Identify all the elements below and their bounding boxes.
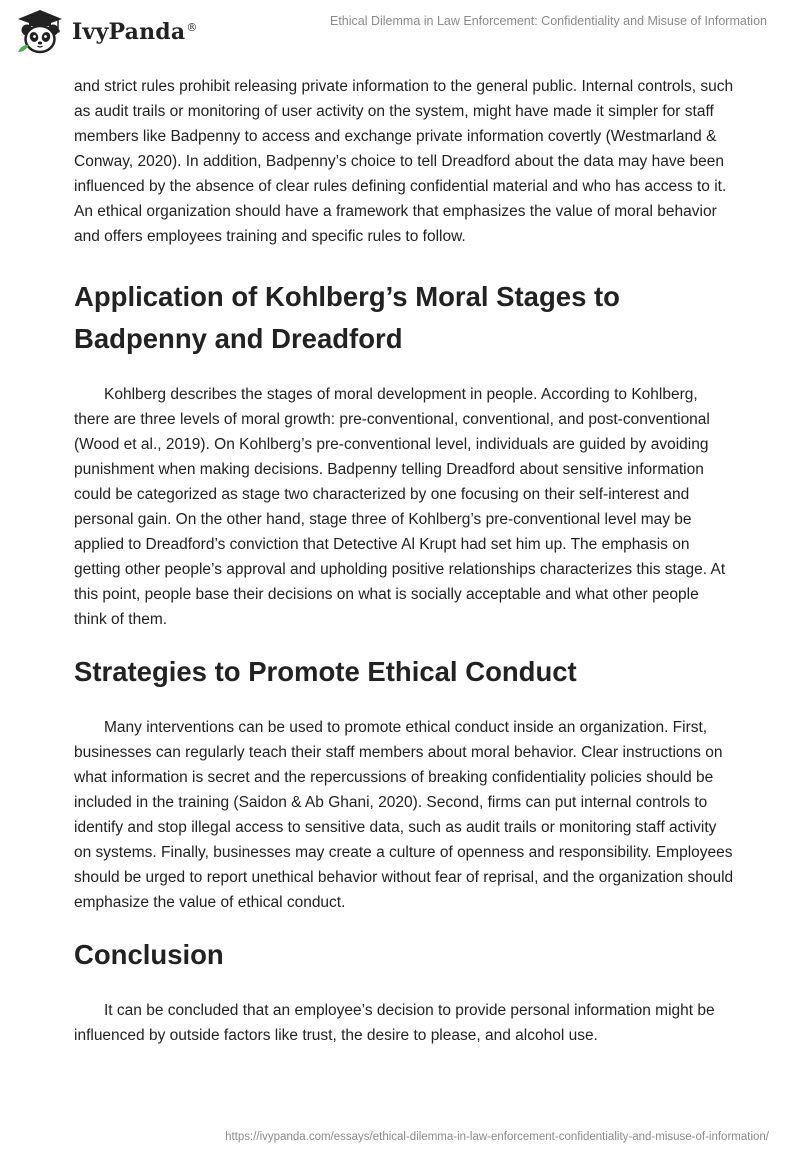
intro-paragraph: and strict rules prohibit releasing private information to the general public. Internal controls, such as audit trails or monitoring of user activity on the system, might have made it simpler for staff members like Badpenny to access and exchange private information covertly (Westmarland & Conway, 2020). In addition, Badpenny’s choice to tell Dreadford about the data may have been influenced by the absence of clear rules defining confidential material and who has access to it. An ethical organization should have a framework that emphasizes the value of moral behavior and offers employees training and specific rules to follow. [74,78,734,245]
section-heading-conclusion: Conclusion [74,939,224,970]
section-paragraph-conclusion: It can be concluded that an employee’s decision to provide personal information might be influenced by outside factors like trust, the desire to please, and alcohol use. [74,1002,715,1044]
section-paragraph-strategies: Many interventions can be used to promote ethical conduct inside an organization. First, businesses can regularly teach their staff members about moral behavior. Clear instructions on what information is secret and the repercussions of breaking confidentiality policies should be included in the training (Saidon & Ab Ghani, 2020). Second, firms can put internal controls to identify and stop illegal access to sensitive data, such as audit trails or monitoring staff activity on systems. Finally, businesses may create a culture of openness and responsibility. Employees should be urged to report unethical behavior without fear of reprisal, and the organization should emphasize the value of ethical conduct. [74,719,734,911]
registered-mark: ® [186,20,198,34]
footer-source-url[interactable]: https://ivypanda.com/essays/ethical-dilemma-in-law-enforcement-confidentiality-and-misuse-of-information/ [225,1131,769,1143]
section-heading-strategies: Strategies to Promote Ethical Conduct [74,656,577,687]
logo-wordmark [72,19,198,45]
section-paragraph-kohlberg: Kohlberg describes the stages of moral development in people. According to Kohlberg, there are three levels of moral growth: pre-conventional, conventional, and post-conventional (Wood et al., 2019). On Kohlberg’s pre-conventional level, individuals are guided by avoiding punishment when making decisions. Badpenny telling Dreadford about sensitive information could be categorized as stage two characterized by one focusing on their self-interest and personal gain. On the other hand, stage three of Kohlberg’s pre-conventional level may be applied to Dreadford’s conviction that Detective Al Krupt had set him up. The emphasis on getting other people’s approval and upholding positive relationships characterizes this stage. At this point, people base their decisions on what is socially acceptable and what other people think of them. [74,386,726,628]
ivypanda-logo[interactable] [14,8,198,56]
logo-text: IvyPanda [72,19,186,45]
essay-content [74,70,734,1048]
panda-graduate-icon [14,8,66,56]
section-heading-kohlberg: Application of Kohlberg’s Moral Stages to Badpenny and Dreadford [74,281,620,354]
document-title: Ethical Dilemma in Law Enforcement: Confidentiality and Misuse of Information [329,14,767,28]
page-header [0,0,800,66]
